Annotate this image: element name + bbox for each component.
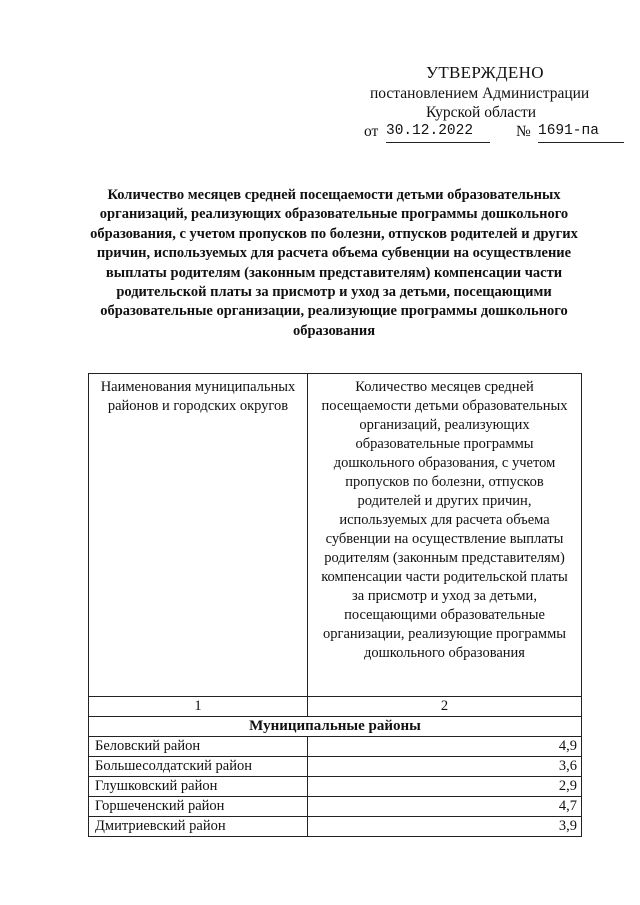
approval-region: Курской области (426, 104, 537, 121)
table-row (89, 817, 582, 837)
table-row (89, 757, 582, 777)
approval-title: УТВЕРЖДЕНО (426, 63, 544, 82)
district-name: Беловский район (89, 737, 308, 757)
date-prefix: от (364, 123, 379, 140)
approval-number: 1691-па (538, 121, 624, 143)
district-value: 2,9 (308, 777, 582, 797)
district-value: 4,9 (308, 737, 582, 757)
table-row (89, 797, 582, 817)
column-number-row (89, 697, 582, 717)
district-value: 3,9 (308, 817, 582, 837)
district-value: 3,6 (308, 757, 582, 777)
col1-header: Наименования муниципальных районов и городских округов (89, 374, 308, 697)
approval-date-line (364, 121, 599, 142)
section-title: Муниципальные районы (89, 717, 582, 737)
district-name: Глушковский район (89, 777, 308, 797)
document-heading: Количество месяцев средней посещаемости детьми образовательных организаций, реализующих образовательные программы дошкольного образования, с учетом пропусков по болезни, отпусков родителей и других причин, используемых для расчета объема субвенции на осуществление выплаты родителям (законным представителям) компенсации части родительской платы за присмотр и уход за детьми, посещающими образовательные организации, реализующие программы дошкольного образования (90, 187, 578, 339)
approval-issuer: постановлением Администрации (370, 85, 590, 102)
district-name: Дмитриевский район (89, 817, 308, 837)
table-row (89, 777, 582, 797)
approval-date: 30.12.2022 (386, 121, 490, 143)
table-row (89, 737, 582, 757)
data-table (88, 373, 582, 837)
col1-number: 1 (89, 697, 308, 717)
number-prefix: № (516, 123, 531, 140)
district-name: Большесолдатский район (89, 757, 308, 777)
district-value: 4,7 (308, 797, 582, 817)
col2-header: Количество месяцев средней посещаемости детьми образовательных организаций, реализующих образовательные программы дошкольного образования, с учетом пропусков по болезни, отпусков родителей и других причин, используемых для расчета объема субвенции на осуществление выплаты родителям (законным представителям) компенсации части родительской платы за присмотр и уход за детьми, посещающими образовательные организации, реализующие программы дошкольного образования (308, 374, 582, 697)
col2-number: 2 (308, 697, 582, 717)
district-name: Горшеченский район (89, 797, 308, 817)
table-header-row (89, 374, 582, 697)
section-row (89, 717, 582, 737)
